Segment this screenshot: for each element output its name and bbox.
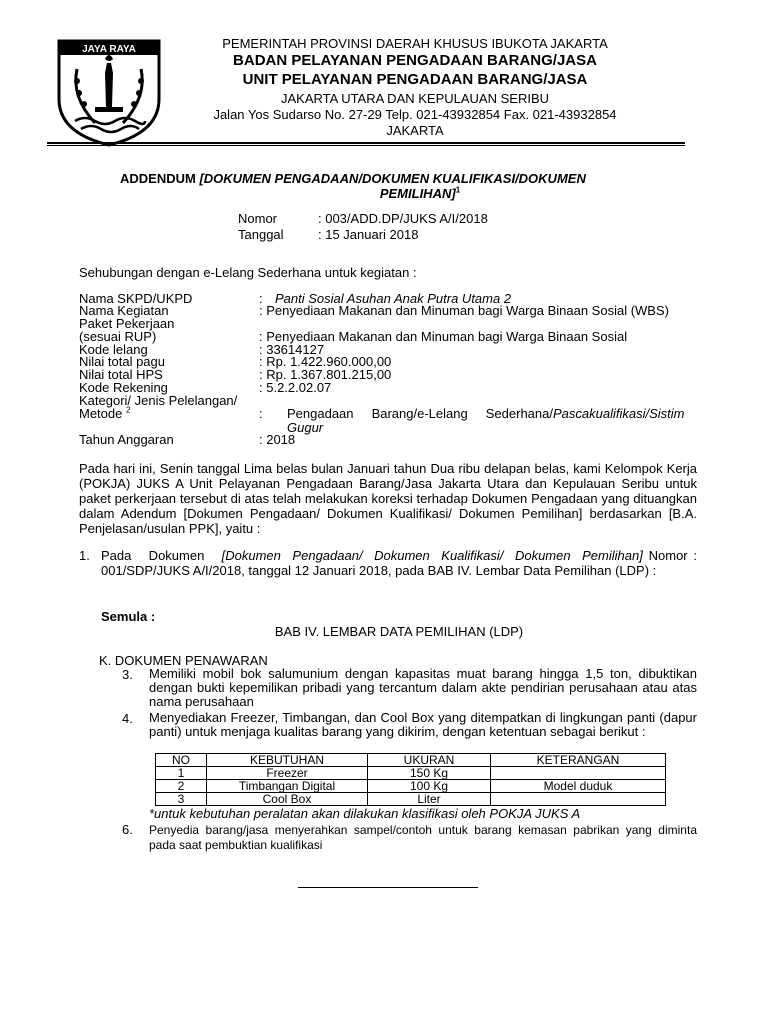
tahun-value: : 2018 (259, 432, 296, 447)
kode-lelang-label: Kode lelang (79, 342, 148, 357)
letterhead-rule (47, 142, 685, 144)
metode-value-b: Pascakualifikasi/Sistim (552, 406, 685, 421)
address: Jalan Yos Sudarso No. 27-29 Telp. 021-43932854 Fax. 021-43932854 (213, 107, 617, 122)
table-cell: 1 (156, 767, 207, 780)
metode-label-2-text: Metode (79, 406, 126, 421)
table-header-no: NO (156, 754, 207, 767)
semula-label: Semula : (101, 609, 156, 624)
skpd-value: Panti Sosial Asuhan Anak Putra Utama 2 (275, 291, 512, 306)
metode-value-a: Pengadaan Barang/e-Lelang Sederhana/ (287, 406, 553, 421)
table-row (156, 780, 666, 793)
letterhead-rule-thin (47, 145, 685, 146)
logo-text: JAYA RAYA (82, 44, 136, 55)
metode-label-1: Kategori/ Jenis Pelelangan/ (79, 393, 238, 408)
title-italic-1: [DOKUMEN PENGADAAN/DOKUMEN KUALIFIKASI/DOKUMEN (199, 171, 586, 186)
table-header-keterangan: KETERANGAN (491, 754, 666, 767)
intro-text: Sehubungan dengan e-Lelang Sederhana untuk kegiatan : (79, 265, 417, 280)
hps-value: : Rp. 1.367.801.215,00 (259, 367, 392, 382)
table-cell: 100 Kg (368, 780, 491, 793)
table-cell: Model duduk (491, 780, 666, 793)
tanggal-label: Tanggal (238, 227, 284, 242)
skpd-colon: : (259, 291, 263, 306)
rekening-label: Kode Rekening (79, 380, 168, 395)
document-title (90, 171, 680, 201)
nomor-value: : 003/ADD.DP/JUKS A/I/2018 (318, 211, 488, 226)
kode-lelang-value: : 33614127 (259, 342, 325, 357)
subitem-number: 4. (122, 711, 133, 726)
equipment-table (155, 753, 666, 806)
tanggal-value: : 15 Januari 2018 (318, 227, 419, 242)
section-k: K. DOKUMEN PENAWARAN (99, 653, 268, 668)
table-cell: Cool Box (207, 793, 368, 806)
table-cell: 2 (156, 780, 207, 793)
footnote-separator (298, 887, 478, 888)
item1-number: 1. (79, 548, 90, 563)
subitem-text: Menyediakan Freezer, Timbangan, dan Cool Box yang ditempatkan di lingkungan panti (dapur panti) untuk menjaga kualitas barang yang dikirim, dengan ketentuan sebagai berikut : (149, 710, 697, 739)
table-cell: Liter (368, 793, 491, 806)
gov-name: PEMERINTAH PROVINSI DAERAH KHUSUS IBUKOTA JAKARTA (222, 36, 608, 51)
metode-value (287, 407, 700, 420)
main-paragraph: Pada hari ini, Senin tanggal Lima belas bulan Januari tahun Dua ribu delapan belas, kami Kelompok Kerja (POKJA) JUKS A Unit Pelayanan Pengadaan Barang/Jasa Jakarta Utara dan Kepulauan Seribu untuk paket perkerjaan tersebut di atas telah melakukan koreksi terhadap Dokumen Pengadaan yang dituangkan dalam Adendum [Dokumen Pengadaan/ Dokumen Kualifikasi/ Dokumen Pemilihan] berdasarkan [B.A. Penjelasan/usulan PPK], yaitu : (79, 461, 697, 536)
rekening-value: : 5.2.2.02.07 (259, 380, 332, 395)
subitem-number: 3. (122, 667, 133, 682)
item1-text (101, 548, 697, 578)
subitem-text: Memiliki mobil bok salumunium dengan kapasitas muat barang hingga 1,5 ton, dibuktikan dengan bukti kepemilikan pribadi yang tercantum dalam akte pendirian perusahaan atau atas nama perusahaan (149, 666, 697, 709)
pagu-label: Nilai total pagu (79, 354, 165, 369)
unit-name: UNIT PELAYANAN PENGADAAN BARANG/JASA (242, 71, 588, 88)
kegiatan-value: : Penyediaan Makanan dan Minuman bagi Warga Binaan Sosial (WBS) (259, 303, 669, 318)
metode-colon: : (259, 406, 263, 421)
table-cell: 3 (156, 793, 207, 806)
table-header-ukuran: UKURAN (368, 754, 491, 767)
table-note: *untuk kebutuhan peralatan akan dilakukan klasifikasi oleh POKJA JUKS A (149, 806, 581, 821)
table-row (156, 767, 666, 780)
table-header-kebutuhan: KEBUTUHAN (207, 754, 368, 767)
letterhead-text (165, 36, 665, 139)
table-row (156, 793, 666, 806)
table-cell (491, 793, 666, 806)
item1-text-a: Pada Dokumen (101, 548, 222, 563)
kegiatan-label: Nama Kegiatan (79, 303, 169, 318)
subitem-text: Penyedia barang/jasa menyerahkan sampel/contoh untuk barang kemasan pabrikan yang diminta pada saat pembuktian kualifikasi (149, 823, 697, 852)
paket-value: : Penyediaan Makanan dan Minuman bagi Warga Binaan Sosial (259, 329, 628, 344)
title-footnote: 1 (455, 185, 461, 195)
table-header-row (156, 754, 666, 767)
table-cell: Timbangan Digital (207, 780, 368, 793)
bab-heading: BAB IV. LEMBAR DATA PEMILIHAN (LDP) (274, 624, 524, 639)
skpd-label: Nama SKPD/UKPD (79, 291, 193, 306)
tahun-label: Tahun Anggaran (79, 432, 174, 447)
subitem-number: 6. (122, 822, 133, 837)
metode-footnote: 2 (125, 405, 131, 415)
region-name: JAKARTA UTARA DAN KEPULAUAN SERIBU (280, 91, 550, 106)
table-cell: 150 Kg (368, 767, 491, 780)
agency-name: BADAN PELAYANAN PENGADAAN BARANG/JASA (233, 52, 597, 69)
jaya-raya-logo (55, 37, 163, 147)
table-cell (491, 767, 666, 780)
paket-label-1: Paket Pekerjaan (79, 316, 175, 331)
title-italic-2: PEMILIHAN] (379, 186, 456, 201)
nomor-label: Nomor (238, 211, 278, 226)
city: JAKARTA (386, 123, 444, 138)
table-cell: Freezer (207, 767, 368, 780)
item1-text-italic: [Dokumen Pengadaan/ Dokumen Kualifikasi/ Dokumen Pemilihan] (221, 548, 643, 563)
paket-label-2: (sesuai RUP) (79, 329, 157, 344)
item1-text-b: Nomor : 001/SDP/JUKS A/I/2018, tanggal 12 Januari 2018, pada BAB IV. Lembar Data Pemilihan (LDP) : (101, 548, 698, 578)
hps-label: Nilai total HPS (79, 367, 163, 382)
title-prefix: ADDENDUM (120, 171, 200, 186)
metode-label-2 (79, 407, 259, 420)
pagu-value: : Rp. 1.422.960.000,00 (259, 354, 392, 369)
metode-value-c: Gugur (287, 420, 324, 435)
